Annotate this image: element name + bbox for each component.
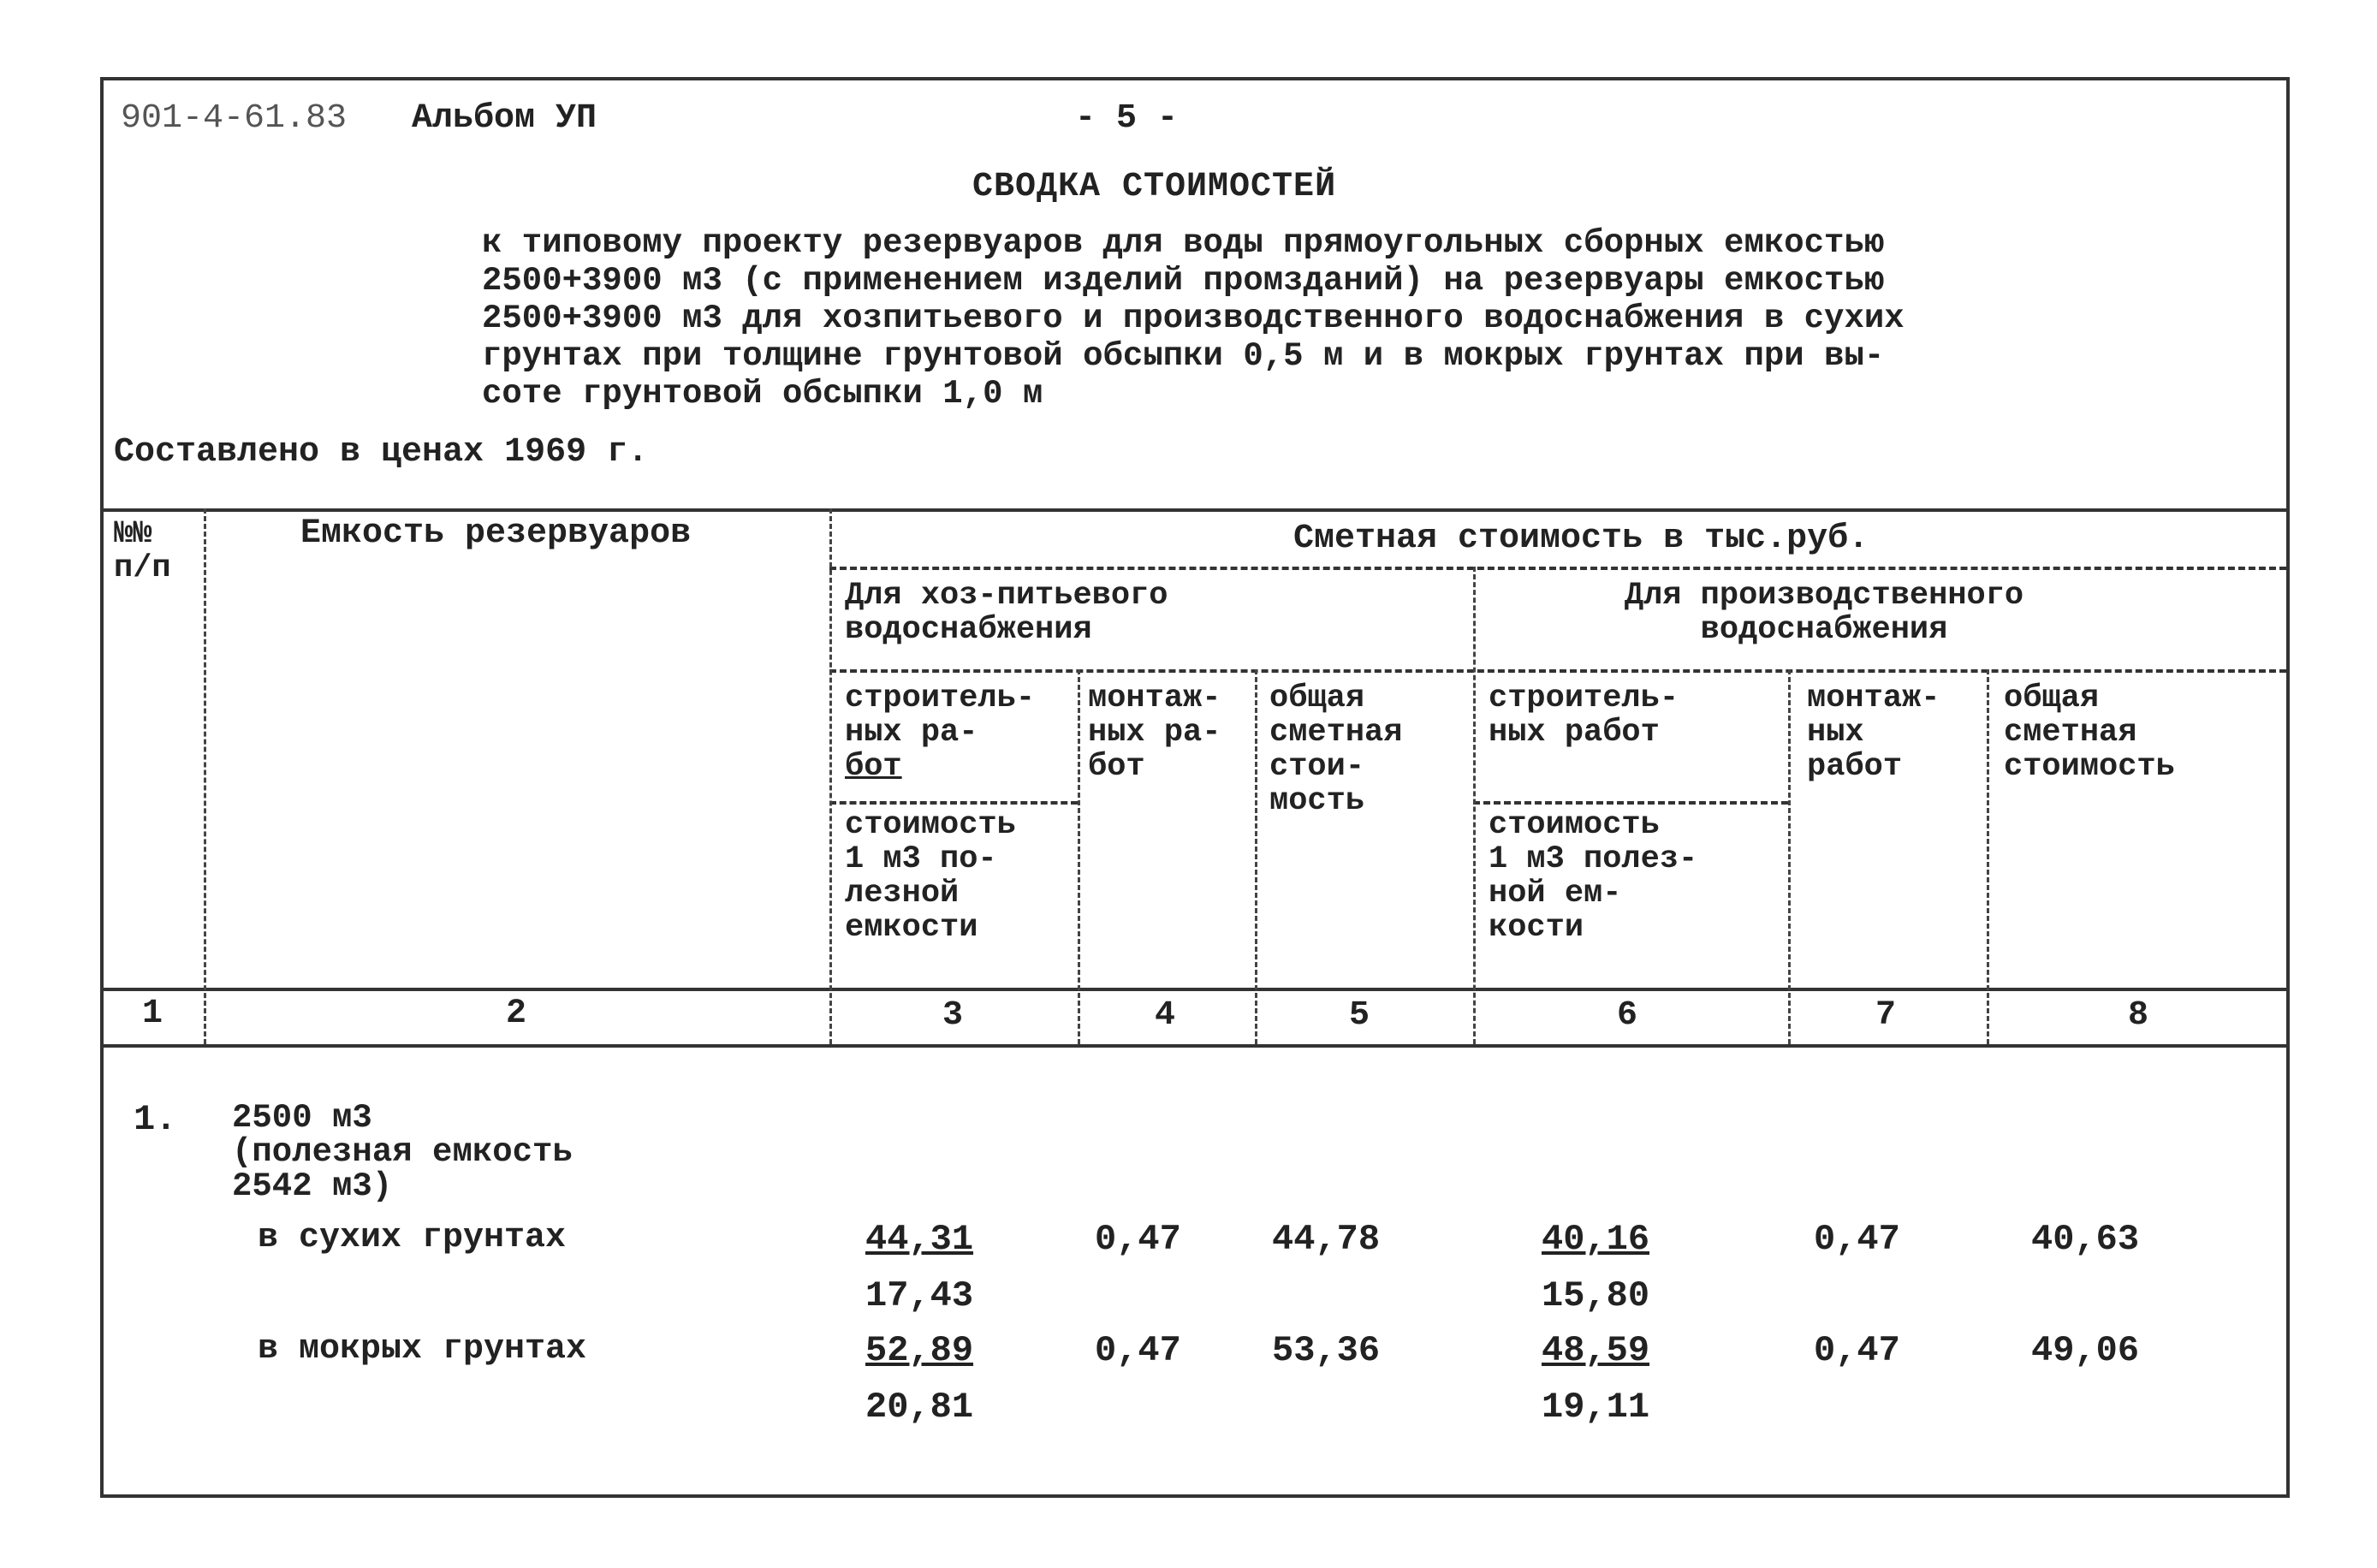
row-label-wet: в мокрых грунтах [258, 1330, 587, 1369]
subtitle-line: соте грунтовой обсыпки 1,0 м [482, 375, 1043, 413]
header-text: мость [1269, 783, 1365, 819]
section-capacity [232, 1101, 573, 1203]
header-group-drinking [845, 579, 1168, 647]
header-text: лезной [845, 876, 960, 912]
header-unit-cost-drinking [845, 808, 1016, 945]
header-text: общая [1269, 680, 1365, 716]
document-title: СВОДКА СТОИМОСТЕЙ [972, 168, 1337, 206]
header-text: ных [1807, 715, 1864, 751]
table-column-divider [1473, 567, 1476, 1044]
header-col-no [114, 517, 171, 585]
table-column-divider [1788, 669, 1791, 1044]
cell-c6-top: 48,59 [1542, 1330, 1650, 1371]
header-text: водоснабжения [1700, 612, 1948, 648]
cell-c4: 0,47 [1095, 1330, 1181, 1371]
header-text: стоимость [2004, 749, 2175, 785]
cell-c5: 53,36 [1272, 1330, 1381, 1371]
header-text: ных работ [1489, 715, 1660, 751]
header-text: водоснабжения [845, 612, 1092, 648]
cell-c5: 44,78 [1272, 1219, 1381, 1260]
cell-c4: 0,47 [1095, 1219, 1181, 1260]
header-text: бот [845, 749, 902, 785]
table-column-divider [1078, 669, 1080, 1044]
cell-c3-top: 44,31 [865, 1219, 974, 1260]
header-total-drinking [1269, 681, 1402, 818]
subtitle-line: к типовому проекту резервуаров для воды прямоугольных сборных емкостью [482, 224, 1885, 262]
document-code: 901-4-61.83 [121, 99, 348, 138]
header-group-industrial [1524, 579, 2124, 647]
table-line [829, 669, 2286, 673]
header-text: строитель- [1489, 680, 1679, 716]
table-line [829, 801, 1078, 805]
header-text: ной ем- [1489, 876, 1622, 912]
section-index: 1. [134, 1099, 177, 1140]
subtitle-line: 2500+3900 м3 (с применением изделий промзданий) на резервуары емкостью [482, 262, 1885, 300]
header-text: сметная [1269, 715, 1403, 751]
header-construction-industrial [1489, 681, 1679, 750]
header-construction-drinking [845, 681, 1035, 784]
column-number: 8 [2128, 996, 2149, 1035]
cell-c7: 0,47 [1814, 1330, 1900, 1371]
table-top-border [104, 508, 2286, 512]
cell-c7: 0,47 [1814, 1219, 1900, 1260]
page-number: - 5 - [1075, 99, 1179, 138]
capacity-text: 2542 м3) [232, 1167, 393, 1205]
table-column-divider [1255, 669, 1257, 1044]
header-text: кости [1489, 910, 1584, 946]
cell-c6-top: 40,16 [1542, 1219, 1650, 1260]
cell-c8: 49,06 [2031, 1330, 2140, 1371]
cell-c3-top: 52,89 [865, 1330, 974, 1371]
header-text: Для производственного [1624, 578, 2024, 614]
column-number: 2 [506, 995, 527, 1033]
column-number: 1 [142, 995, 163, 1033]
header-text: 1 м3 по- [845, 841, 997, 877]
header-text: стоимость [845, 807, 1016, 843]
header-text: стои- [1269, 749, 1365, 785]
column-number: 7 [1875, 996, 1897, 1035]
table-line [104, 1044, 2286, 1048]
album-label: Альбом УП [412, 99, 597, 138]
table-line [829, 567, 2286, 570]
column-number: 3 [942, 996, 964, 1035]
document-sheet [100, 77, 2290, 1498]
table-line [1473, 801, 1788, 805]
header-text: 1 м3 полез- [1489, 841, 1698, 877]
header-unit-cost-industrial [1489, 808, 1697, 945]
header-text: емкости [845, 910, 978, 946]
header-text: п/п [114, 550, 171, 586]
header-installation-drinking [1088, 681, 1221, 784]
header-cost: Сметная стоимость в тыс.руб. [1293, 520, 1869, 558]
header-text: строитель- [845, 680, 1036, 716]
table-column-divider [1987, 669, 1989, 1044]
header-capacity: Емкость резервуаров [300, 514, 692, 553]
capacity-text: (полезная емкость [232, 1133, 573, 1171]
table-column-divider [829, 508, 832, 1044]
document-subtitle [482, 224, 2185, 413]
column-number: 6 [1617, 996, 1638, 1035]
header-text: №№ [114, 516, 152, 552]
header-text: бот [1088, 749, 1145, 785]
header-text: сметная [2004, 715, 2137, 751]
header-text: общая [2004, 680, 2100, 716]
cell-c3-bottom: 17,43 [865, 1275, 974, 1316]
table-line [104, 988, 2286, 991]
cell-c6-bottom: 19,11 [1542, 1387, 1650, 1428]
header-text: Для хоз-питьевого [845, 578, 1168, 614]
subtitle-line: грунтах при толщине грунтовой обсыпки 0,5 м и в мокрых грунтах при вы- [482, 337, 1885, 375]
column-number: 4 [1155, 996, 1176, 1035]
header-text: работ [1807, 749, 1903, 785]
prices-note: Составлено в ценах 1969 г. [114, 433, 649, 472]
cell-c8: 40,63 [2031, 1219, 2140, 1260]
header-text: ных ра- [845, 715, 978, 751]
header-text: стоимость [1489, 807, 1660, 843]
cell-c3-bottom: 20,81 [865, 1387, 974, 1428]
header-text: монтаж- [1088, 680, 1221, 716]
capacity-text: 2500 м3 [232, 1099, 372, 1137]
header-installation-industrial [1807, 681, 1940, 784]
subtitle-line: 2500+3900 м3 для хозпитьевого и производственного водоснабжения в сухих [482, 300, 1905, 337]
row-label-dry: в сухих грунтах [258, 1219, 567, 1257]
header-total-industrial [2004, 681, 2175, 784]
table-column-divider [204, 508, 206, 1044]
header-text: ных ра- [1088, 715, 1221, 751]
cell-c6-bottom: 15,80 [1542, 1275, 1650, 1316]
header-text: монтаж- [1807, 680, 1940, 716]
column-number: 5 [1349, 996, 1370, 1035]
